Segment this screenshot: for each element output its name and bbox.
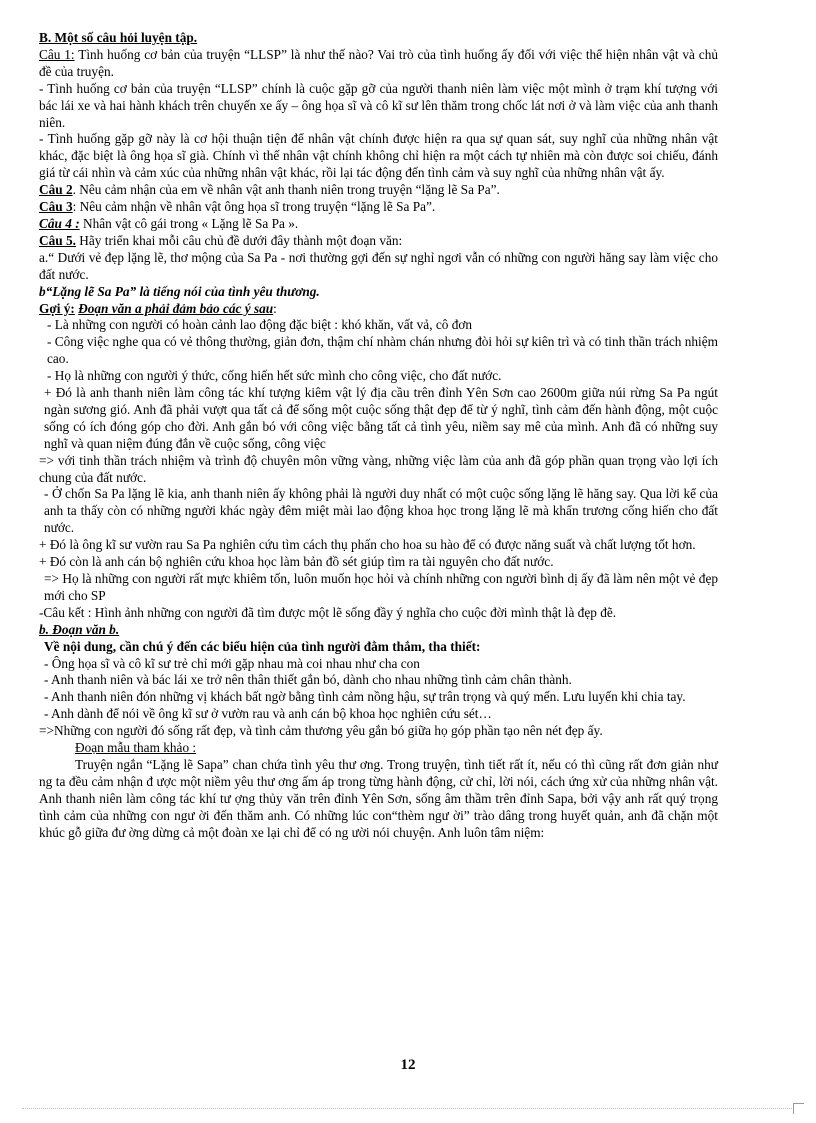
sample-paragraph: Truyện ngắn “Lặng lẽ Sapa” chan chứa tình yêu thư ơng. Trong truyện, tình tiết rất ít, nếu có thì cũng rất đơn giản như ng ta đều cảm nhận đ ược một niềm yêu thư ơng ấm áp trong từng hành động, cử chỉ, lời nói, cách ứng xử của những nhân vật. Anh thanh niên làm công tác khí tư ợng thủy văn trên đỉnh Yên Sơn, sống âm thầm trên đỉnh Sapa, bởi vậy anh rất quý trọng tình cảm của những con ngư ời đến thăm anh. Có những lúc con“thèm ngư ời” trào dâng trong huyết quản, anh đã chặn một khúc gỗ giữa đư ờng dừng cả một đoàn xe lại chỉ để có ng ười nói chuyện. Anh luôn tâm niệm: [39,756,718,840]
part-b-heading: Về nội dung, cần chú ý đến các biểu hiện của tình người đằm thắm, tha thiết: [44,638,481,654]
part-b-item-2: - Anh thanh niên và bác lái xe trở nên thân thiết gắn bó, dành cho nhau những tình cảm chân thành. [44,672,572,688]
hint-item-3: - Họ là những con người ý thức, cống hiến hết sức mình cho công việc, cho đất nước. [47,368,502,384]
question-3-label: Câu 3 [39,199,73,215]
part-b-label: b. Đoạn văn b. [39,621,120,637]
page-number: 12 [400,1057,416,1073]
question-2-text: . Nêu cảm nhận của em về nhân vật anh thanh niên trong truyện “lặng lẽ Sa Pa”. [72,182,500,198]
question-3-text: : Nêu cảm nhận về nhân vật ông họa sĩ trong truyện “lặng lẽ Sa Pa”. [72,199,436,215]
hint-paragraph-7: -Câu kết : Hình ảnh những con người đã tìm được một lẽ sống đầy ý nghĩa cho cuộc đời mình thật là đẹp đẽ. [39,604,617,620]
part-b-item-3: - Anh thanh niên đón những vị khách bất ngờ bằng tình cảm nồng hậu, sự trân trọng và quý mến. Lưu luyến khi chia tay. [44,689,686,705]
hint-paragraph-6: => Họ là những con người rất mực khiêm tốn, luôn muốn học hỏi và chính những con người bình dị ấy đã làm nên một vẻ đẹp mới cho SP [44,571,718,603]
hint-label: Gợi ý: [39,300,75,316]
question-2-label: Câu 2 [39,182,73,198]
sample-label: Đoạn mẫu tham khảo : [75,740,197,756]
hint-paragraph-5: + Đó còn là anh cán bộ nghiên cứu khoa học làm bản đồ sét giúp tìm ra tài nguyên cho đất nước. [39,554,554,570]
hint-paragraph-2: => với tinh thần trách nhiệm và trình độ chuyên môn vững vàng, những việc làm của anh đã góp phần quan trọng vào lợi ích chung của đất nước. [39,452,718,485]
topic-sentence-b: b“Lặng lẽ Sa Pa” là tiếng nói của tình yêu thương. [39,283,320,299]
sample-paragraph-label [39,740,718,757]
page-bottom-divider [22,1108,794,1109]
part-b-conclusion: =>Những con người đó sống rất đẹp, và tình cảm thương yêu gắn bó giữa họ góp phần tạo nên nét đẹp ấy. [39,723,603,739]
question-3 [39,199,718,216]
question-5 [39,233,718,250]
question-4-label: Câu 4 : [39,215,80,231]
answer-1-paragraph-1: - Tình huống cơ bản của truyện “LLSP” chính là cuộc gặp gỡ của người thanh niên làm việc một mình ở trạm khí tượng với bác lái xe và hai hành khách trên chuyến xe ấy – ông họa sĩ và cô kĩ sư lên thăm trong chốc lát nơi ở và làm việc của anh thanh niên. [39,80,718,130]
hint-paragraph-3: - Ở chốn Sa Pa lặng lẽ kia, anh thanh niên ấy không phải là người duy nhất có một cuộc sống lặng lẽ hăng say. Qua lời kể của anh ta thấy còn có những người khác ngày đêm miệt mài lao động khoa học trong lặng lẽ mà khẩn trương cống hiến cho đất nước. [44,486,718,536]
part-b-item-1: - Ông họa sĩ và cô kĩ sư trẻ chỉ mới gặp nhau mà coi nhau như cha con [44,655,420,671]
question-1-label: Câu 1: [39,46,75,62]
question-1-text: Tình huống cơ bản của truyện “LLSP” là như thế nào? Vai trò của tình huống ấy đối với việc thể hiện nhân vật và chủ đề của truyện. [39,46,718,79]
page-corner-mark [793,1103,804,1114]
hint-item-1: - Là những con người có hoàn cảnh lao động đặc biệt : khó khăn, vất vả, cô đơn [47,317,473,333]
document-page [39,30,718,842]
hint-colon: : [273,300,277,316]
answer-1-paragraph-2: - Tình huống gặp gỡ này là cơ hội thuận tiện để nhân vật chính được hiện ra qua sự quan sát, suy nghĩ của những nhân vật khác, đặc biệt là ông họa sĩ già. Chính vì thế nhân vật chính không chỉ hiện ra một cách tự nhiên mà còn được soi chiếu, đánh giá từ cái nhìn và cảm xúc của những nhân vật khác, rồi lại tác động đến tình cảm và suy nghĩ của những nhân vật ấy. [39,131,718,181]
part-b-item-4: - Anh dành để nói về ông kĩ sư ở vườn rau và anh cán bộ khoa học nghiên cứu sét… [44,706,492,722]
topic-sentence-a: a.“ Dưới vẻ đẹp lặng lẽ, thơ mộng của Sa Pa - nơi thường gợi đến sự nghỉ ngơi vẫn có những con người hăng say làm việc cho đất nước. [39,249,718,282]
hint-paragraph-4: + Đó là ông kĩ sư vườn rau Sa Pa nghiên cứu tìm cách thụ phấn cho hoa su hào để có được năng suất và chất lượng tốt hơn. [39,537,696,553]
question-4-text: Nhân vật cô gái trong « Lặng lẽ Sa Pa ». [79,215,299,231]
section-title: B. Một số câu hỏi luyện tập. [39,30,198,45]
question-2 [39,182,718,199]
hint-paragraph-1: + Đó là anh thanh niên làm công tác khí tượng kiêm vật lý địa cầu trên đỉnh Yên Sơn cao 2600m giữa núi rừng Sa Pa ngút ngàn sương gió. Anh đã phải vượt qua tất cả để sống một cuộc sống thật đẹp để từ ý nghĩ, tình cảm đến hành động, một cuộc sống có ích đóng góp cho đời. Anh gắn bó với công việc bằng tất cả tình yêu, niềm say mê của mình. Anh đã có những suy nghĩ và quan niệm đúng đắn về cuộc sống, công việc [44,385,718,451]
question-5-label: Câu 5. [39,232,76,248]
hint-title: Đoạn văn a phải đảm bảo các ý sau [78,300,274,316]
hint-item-2: - Công việc nghe qua có vẻ thông thường, giản đơn, thậm chí nhàm chán nhưng đòi hỏi sự kiên trì và có tinh thần trách nhiệm cao. [47,334,718,367]
question-4 [39,216,718,233]
hint-heading [39,301,718,318]
question-5-text: Hãy triển khai mỗi câu chủ đề dưới đây thành một đoạn văn: [75,232,403,248]
question-1 [39,47,718,81]
